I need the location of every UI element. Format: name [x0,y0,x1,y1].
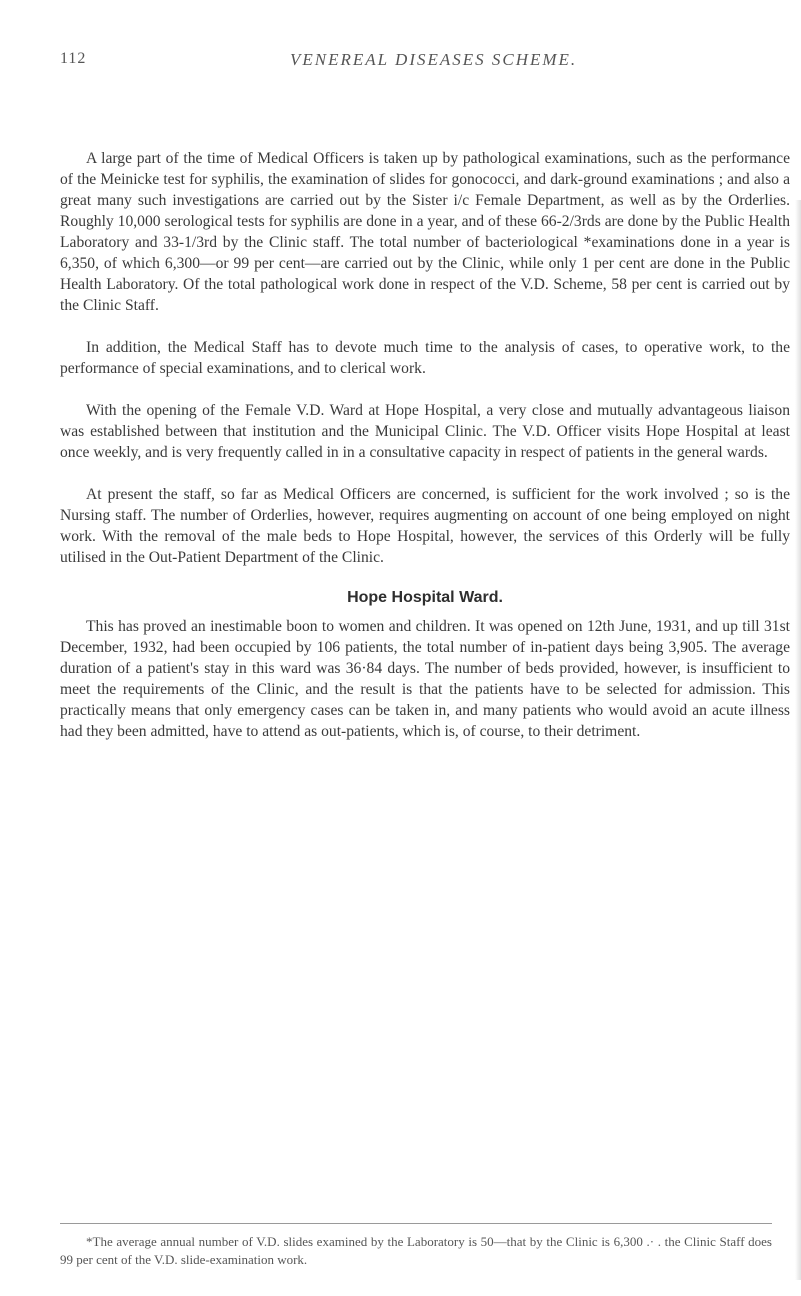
footnote: *The average annual number of V.D. slides examined by the Laboratory is 50—that by the Clinic is 6,300 .· . the Clinic Staff does 99 per cent of the V.D. slide-examination work. [60,1234,772,1267]
body-text [60,148,790,742]
paragraph-hope-hospital-liaison: With the opening of the Female V.D. Ward at Hope Hospital, a very close and mutually advantageous liaison was established between that institution and the Municipal Clinic. The V.D. Officer visits Hope Hospital at least once weekly, and is very frequently called in in a consultative capacity in respect of patients in the general wards. [60,402,790,461]
footnote-rule [60,1223,772,1224]
running-title: VENEREAL DISEASES SCHEME. [290,50,578,69]
running-head [60,50,700,74]
page-number: 112 [60,50,87,67]
paragraph-hope-hospital-ward: This has proved an inestimable boon to women and children. It was opened on 12th June, 1931, and up till 31st December, 1932, had been occupied by 106 patients, the total number of in-patient days being 3,905. The average duration of a patient's stay in this ward was 36·84 days. The number of beds provided, however, is insufficient to meet the requirements of the Clinic, and the result is that the patients have to be selected for admission. This practically means that only emergency cases can be taken in, and many patients who would avoid an acute illness had they been admitted, have to attend as out-patients, which is, of course, to their detriment. [60,618,790,740]
page-edge-shadow [795,200,801,1280]
section-heading: Hope Hospital Ward. [347,589,503,606]
paragraph-staffing: At present the staff, so far as Medical Officers are concerned, is sufficient for the work involved ; so is the Nursing staff. The number of Orderlies, however, requires augmenting on account of one being employed on night work. With the removal of the male beds to Hope Hospital, however, the services of this Orderly will be fully utilised in the Out-Patient Department of the Clinic. [60,486,790,566]
paragraph-medical-staff-duties: In addition, the Medical Staff has to devote much time to the analysis of cases, to operative work, to the performance of special examinations, and to clerical work. [60,339,790,377]
paragraph-pathological-work: A large part of the time of Medical Officers is taken up by pathological examinations, such as the performance of the Meinicke test for syphilis, the examination of slides for gonococci, and dark-ground examinations ; and also a great many such investigations are carried out by the Sister i/c Female Department, as well as by the Orderlies. Roughly 10,000 serological tests for syphilis are done in a year, and of these 66-2/3rds are done by the Public Health Laboratory and 33-1/3rd by the Clinic staff. The total number of bacteriological *examinations done in a year is 6,350, of which 6,300—or 99 per cent—are carried out by the Clinic, while only 1 per cent are done in the Public Health Laboratory. Of the total pathological work done in respect of the V.D. Scheme, 58 per cent is carried out by the Clinic Staff. [60,150,790,314]
